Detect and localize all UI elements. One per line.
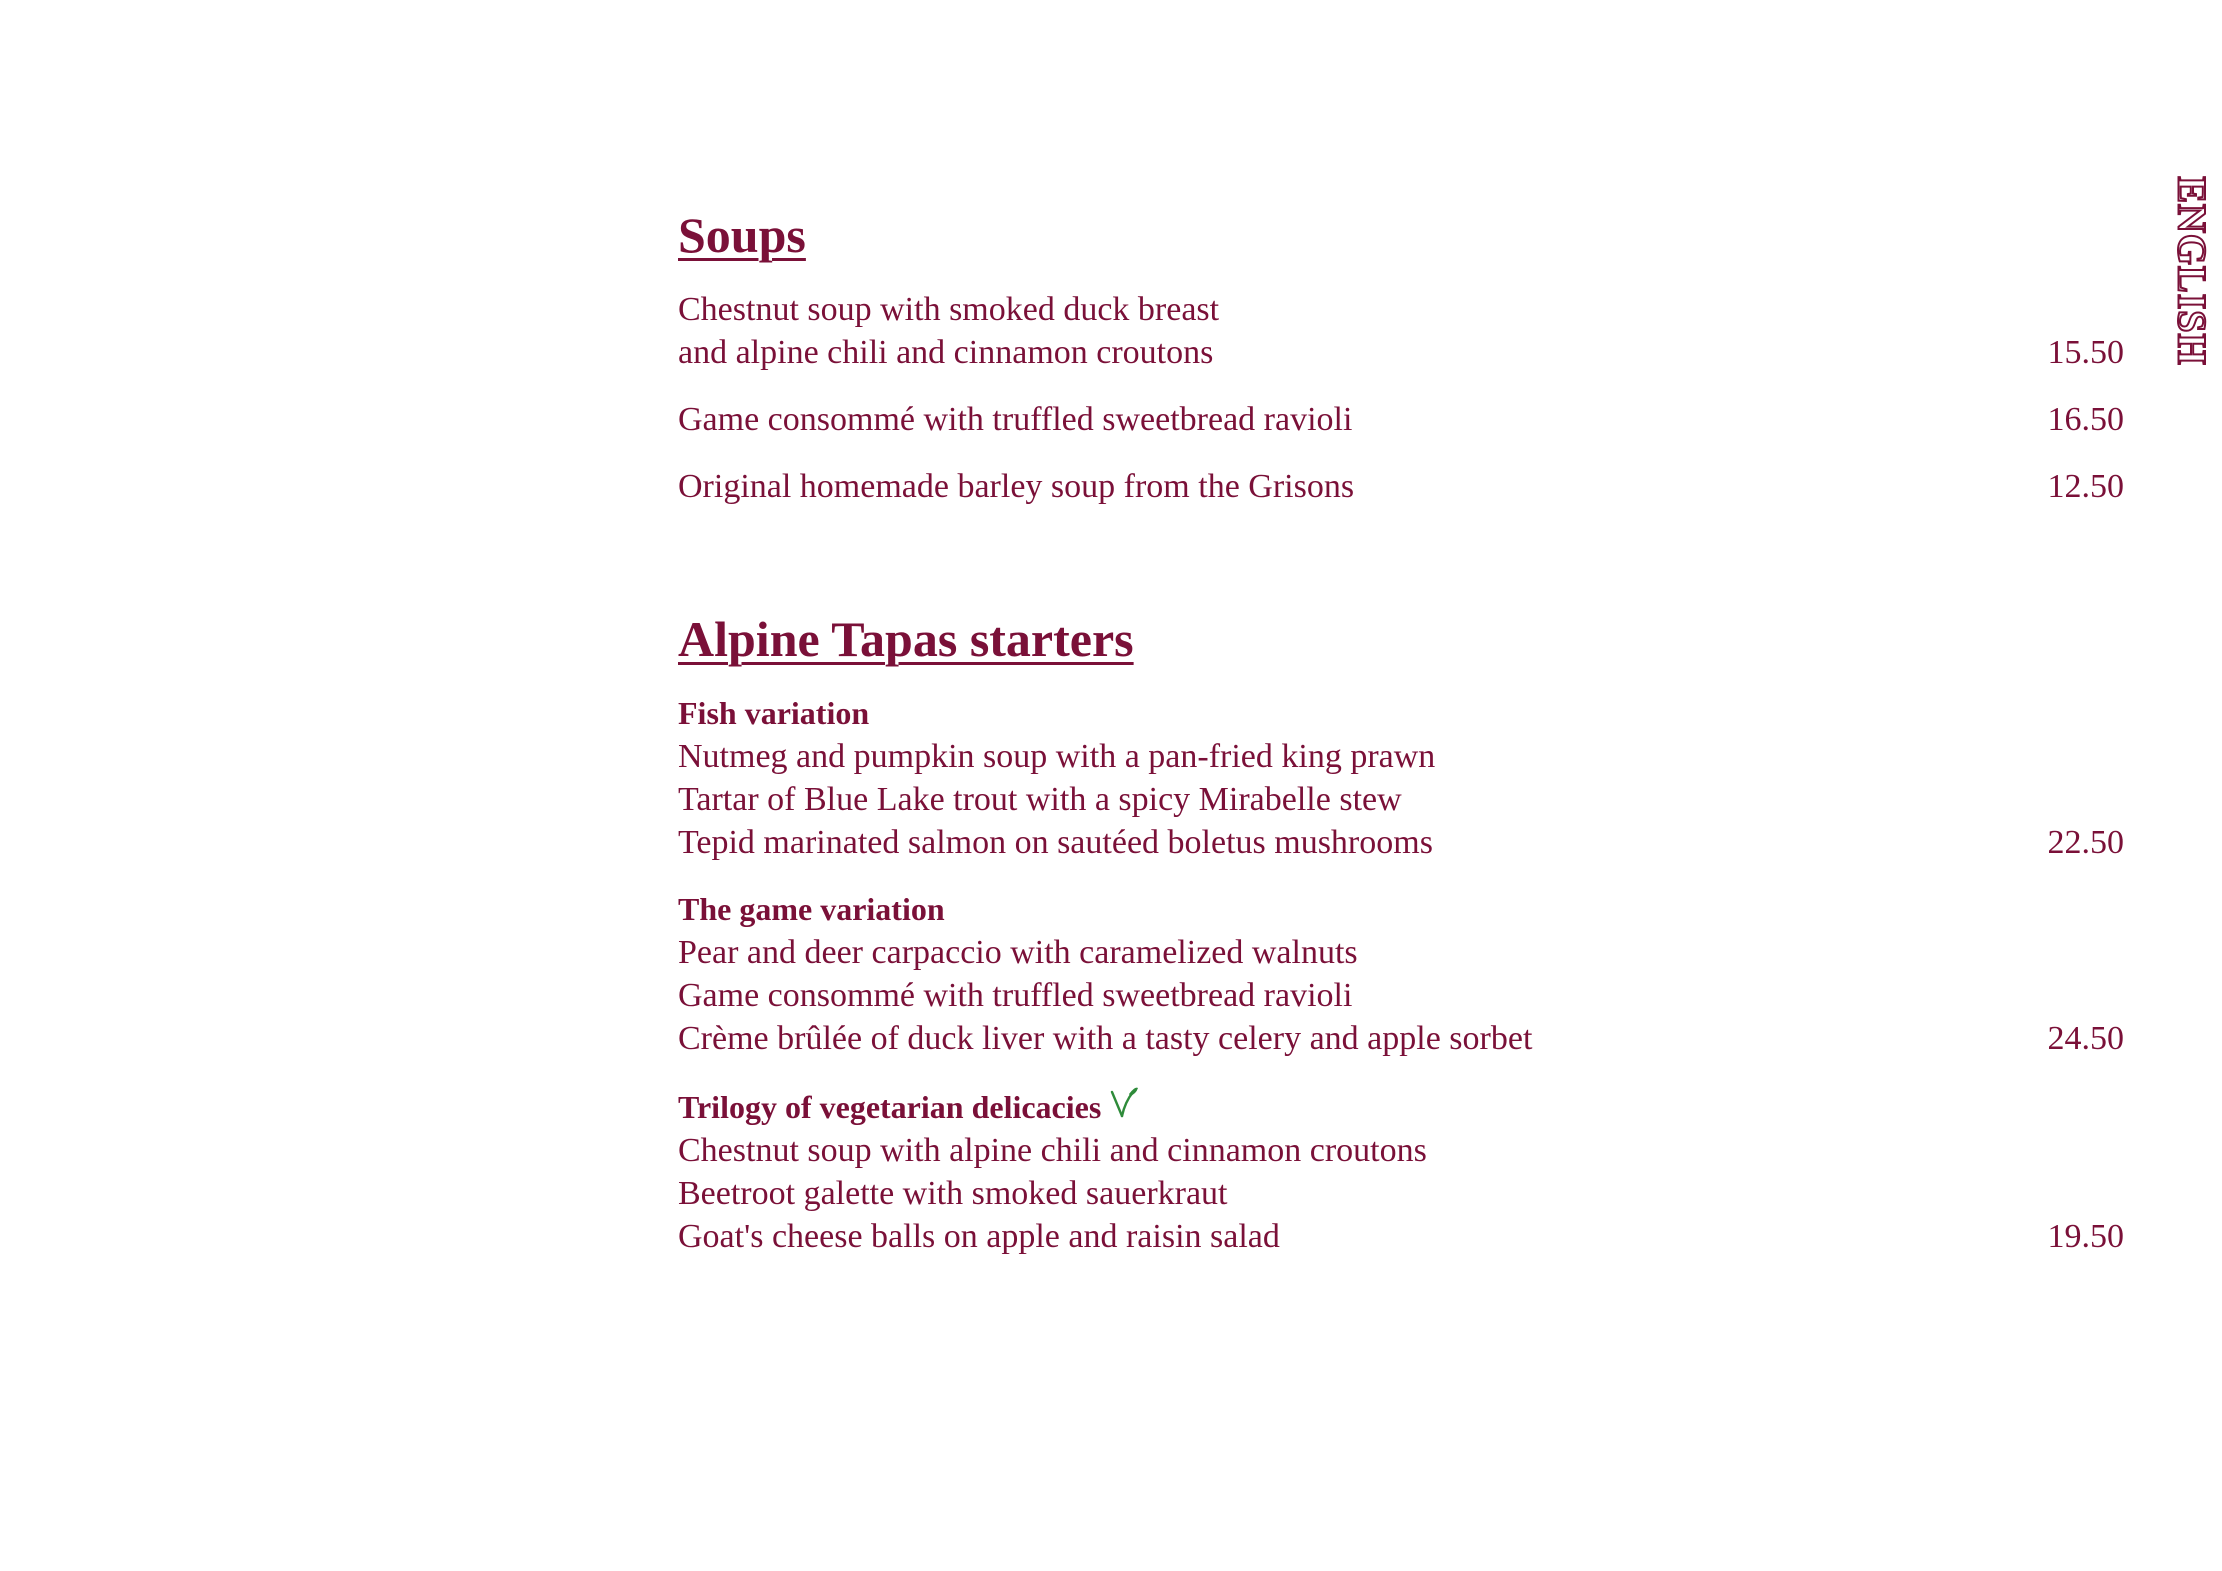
item-name: Trilogy of vegetarian delicacies xyxy=(678,1089,1102,1125)
item-line: Chestnut soup with smoked duck breast xyxy=(678,291,1220,328)
item-line: Crème brûlée of duck liver with a tasty celery and apple sorbet xyxy=(678,1020,1533,1057)
item-line: Tepid marinated salmon on sautéed boletus mushrooms xyxy=(678,824,1433,861)
menu-content xyxy=(678,200,2124,1282)
item-line: Nutmeg and pumpkin soup with a pan-fried king prawn xyxy=(678,738,1436,775)
item-price: 12.50 xyxy=(2047,468,2124,505)
item-price: 15.50 xyxy=(2047,334,2124,371)
menu-item xyxy=(678,288,2124,374)
item-name: The game variation xyxy=(678,891,945,927)
item-line: and alpine chili and cinnamon croutons xyxy=(678,334,1214,371)
soups-section xyxy=(678,200,2124,508)
item-line: Pear and deer carpaccio with caramelized walnuts xyxy=(678,934,1358,971)
item-line: Chestnut soup with alpine chili and cinnamon croutons xyxy=(678,1132,1427,1169)
item-price: 16.50 xyxy=(2047,401,2124,438)
menu-item xyxy=(678,888,2124,1060)
language-tab-label: ENGLISH xyxy=(2169,176,2215,366)
item-price: 22.50 xyxy=(2047,824,2124,861)
language-tab[interactable] xyxy=(2170,176,2214,366)
tapas-heading: Alpine Tapas starters xyxy=(678,611,1134,667)
item-price: 24.50 xyxy=(2047,1020,2124,1057)
item-line: Tartar of Blue Lake trout with a spicy Mirabelle stew xyxy=(678,781,1402,818)
item-name-row xyxy=(678,1084,2124,1129)
item-line: Game consommé with truffled sweetbread ravioli xyxy=(678,977,1353,1014)
menu-item xyxy=(678,465,2124,508)
tapas-section xyxy=(678,604,2124,1258)
vegetarian-leaf-icon xyxy=(1109,1084,1139,1120)
item-line: Beetroot galette with smoked sauerkraut xyxy=(678,1175,1228,1212)
soups-heading: Soups xyxy=(678,207,806,263)
item-line: Goat's cheese balls on apple and raisin salad xyxy=(678,1218,1280,1255)
item-price: 19.50 xyxy=(2047,1218,2124,1255)
menu-item xyxy=(678,1084,2124,1258)
menu-item xyxy=(678,692,2124,864)
menu-item xyxy=(678,398,2124,441)
item-line: Game consommé with truffled sweetbread ravioli xyxy=(678,401,1353,438)
item-name: Fish variation xyxy=(678,695,870,731)
item-line: Original homemade barley soup from the Grisons xyxy=(678,468,1355,505)
